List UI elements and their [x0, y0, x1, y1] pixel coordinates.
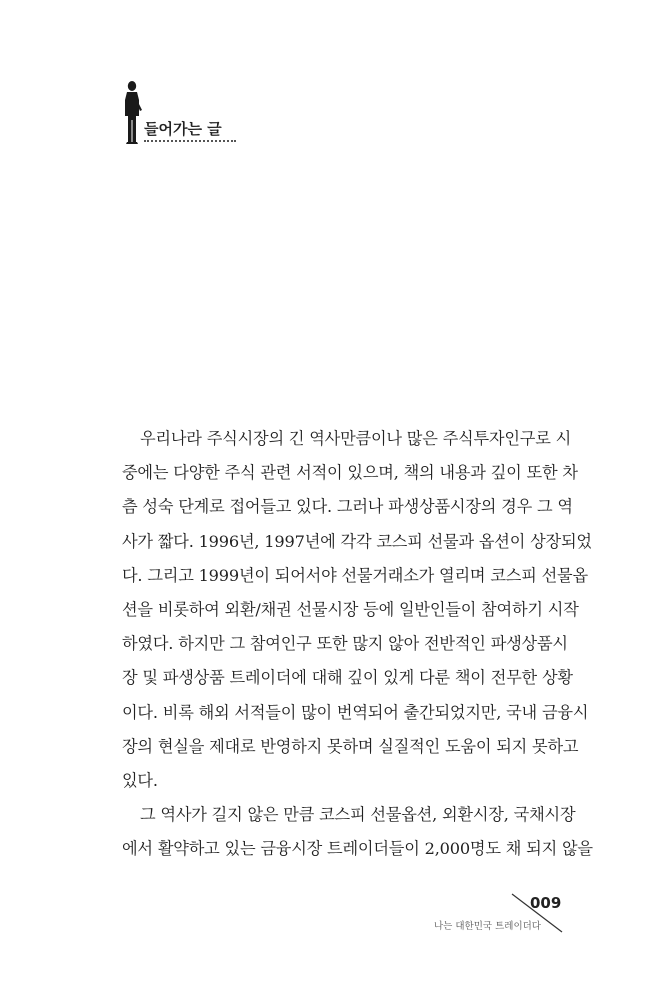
text-line: 에서 활약하고 있는 금융시장 트레이더들이 2,000명도 채 되지 않을 — [122, 839, 593, 859]
page-number: 009 — [530, 894, 562, 912]
text-line: 있다. — [122, 770, 158, 790]
text-line: 장의 현실을 제대로 반영하지 못하며 실질적인 도움이 되지 못하고 — [122, 736, 579, 756]
page-footer — [420, 892, 570, 937]
chapter-title: 들어가는 글 — [144, 120, 222, 138]
text-line: 하였다. 하지만 그 참여인구 또한 많지 않아 전반적인 파생상품시 — [122, 634, 568, 654]
chapter-title-dotted-underline — [144, 140, 236, 142]
text-line: 우리나라 주식시장의 긴 역사만큼이나 많은 주식투자인구로 시 — [140, 429, 572, 448]
text-line: 장 및 파생상품 트레이더에 대해 깊이 있게 다룬 책이 전무한 상황 — [122, 668, 573, 688]
text-line: 이다. 비록 해외 서적들이 많이 번역되어 출간되었지만, 국내 금융시 — [122, 702, 589, 722]
text-line: 그 역사가 길지 않은 만큼 코스피 선물옵션, 외환시장, 국채시장 — [140, 805, 576, 825]
running-book-title: 나는 대한민국 트레이더다 — [434, 921, 541, 932]
text-line: 사가 짧다. 1996년, 1997년에 각각 코스피 선물과 옵션이 상장되었 — [122, 531, 592, 551]
standing-man-silhouette-icon — [120, 80, 144, 144]
body-text — [122, 422, 593, 866]
chapter-header — [120, 80, 230, 150]
text-line: 다. 그리고 1999년이 되어서야 선물거래소가 열리며 코스피 선물옵 — [122, 565, 588, 585]
text-line: 중에는 다양한 주식 관련 서적이 있으며, 책의 내용과 깊이 또한 차 — [122, 463, 578, 483]
text-line: 션을 비롯하여 외환/채권 선물시장 등에 일반인들이 참여하기 시작 — [122, 599, 579, 619]
text-line: 츰 성숙 단계로 접어들고 있다. 그러나 파생상품시장의 경우 그 역 — [122, 497, 573, 517]
